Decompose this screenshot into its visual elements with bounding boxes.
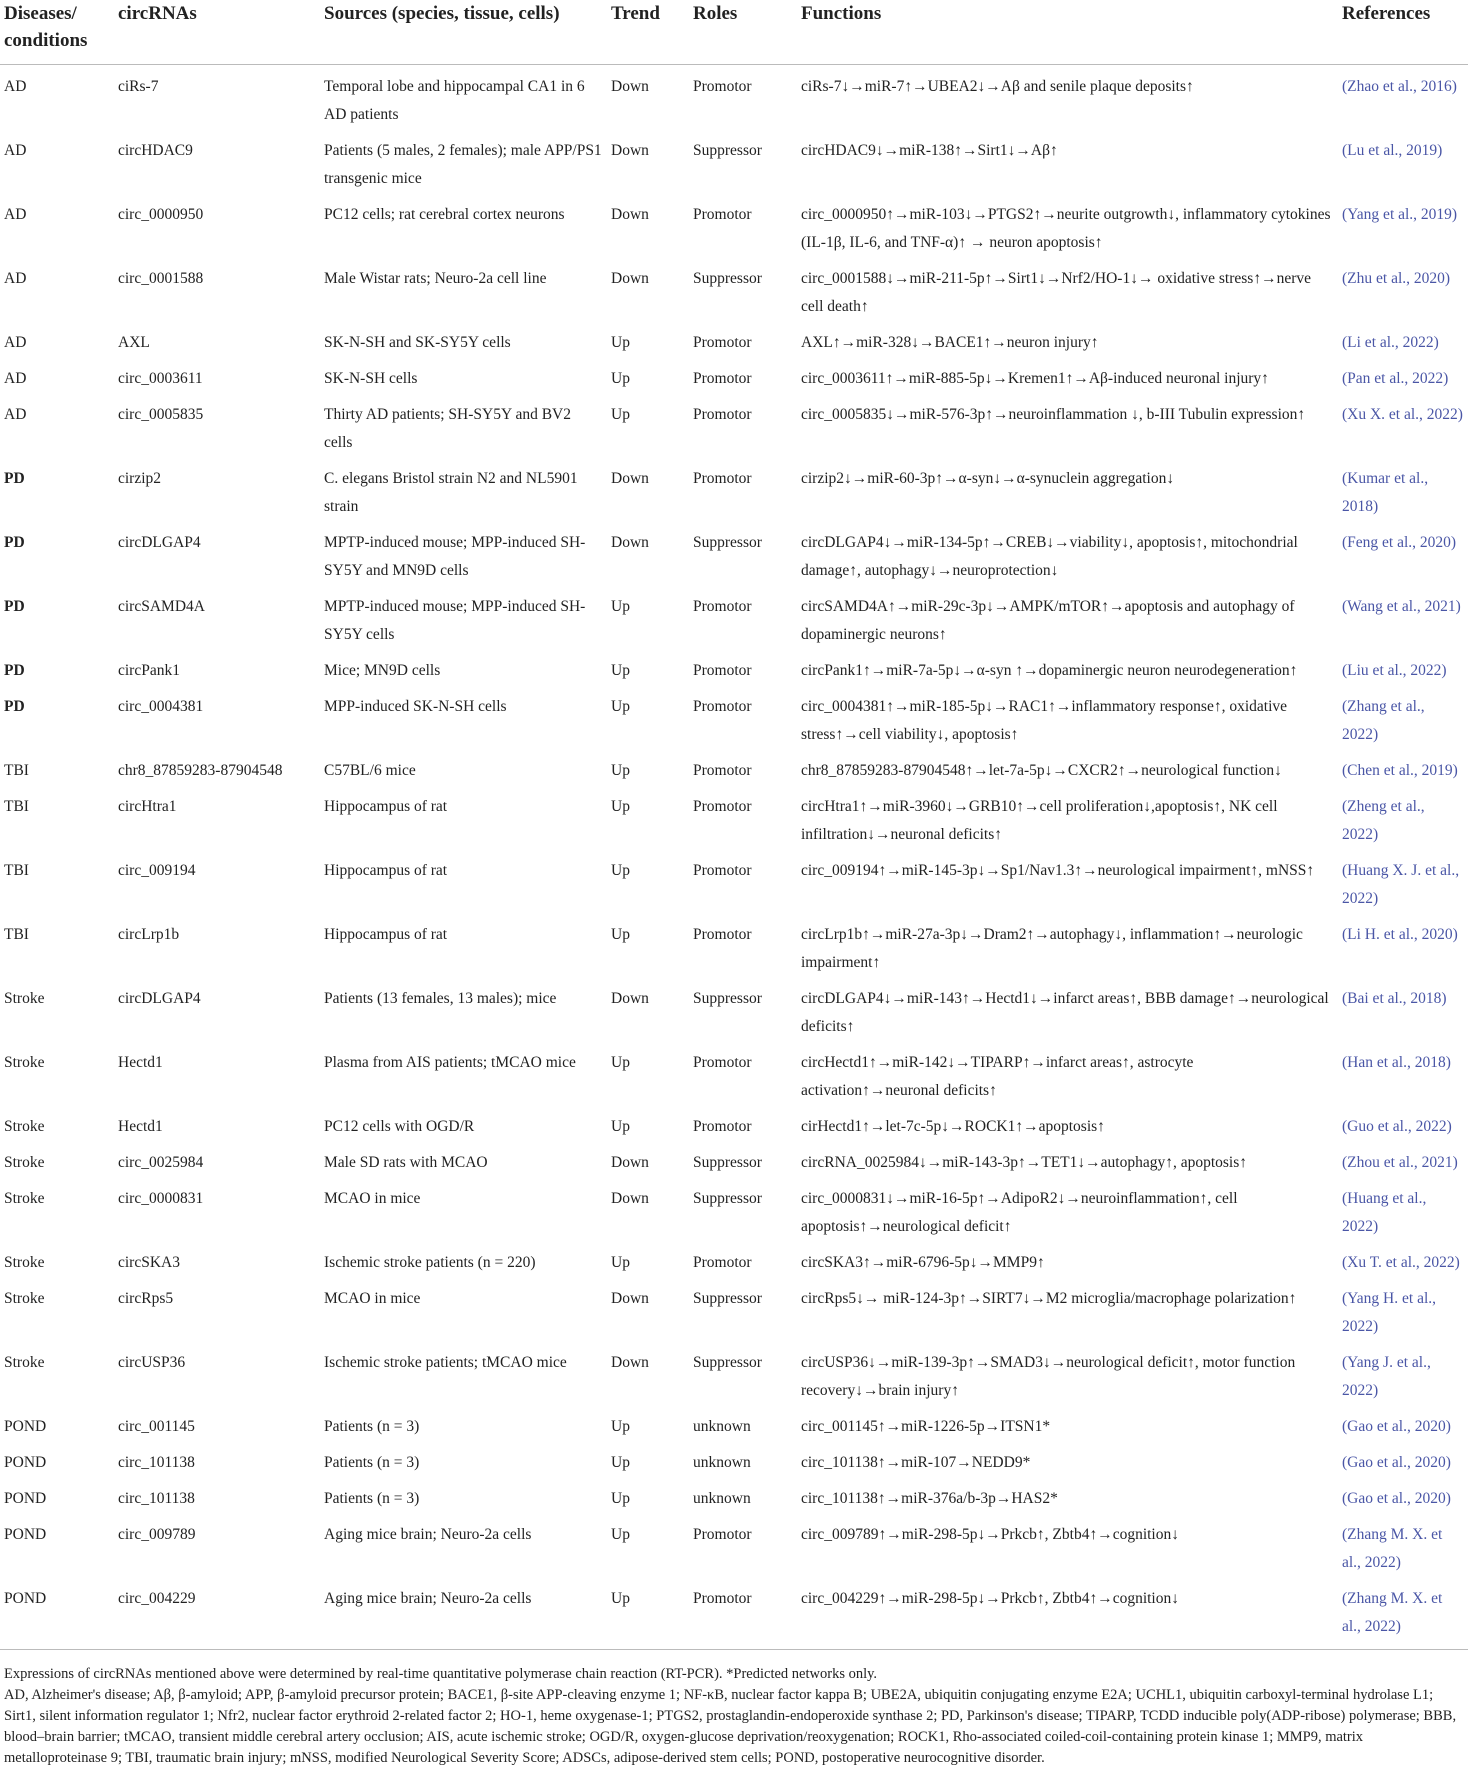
cell-source: Temporal lobe and hippocampal CA1 in 6 AD patients — [324, 78, 585, 123]
table-row — [0, 585, 1468, 649]
table-row — [0, 357, 1468, 393]
cell-circrna: circ_101138 — [118, 1490, 195, 1507]
table-row — [0, 1105, 1468, 1141]
cell-reference[interactable]: (Han et al., 2018) — [1342, 1054, 1451, 1071]
cell-circrna: AXL — [118, 334, 150, 351]
cell-function: circ_0001588↓→miR-211-5p↑→Sirt1↓→Nrf2/HO-1↓→ oxidative stress↑→nerve cell death↑ — [801, 270, 1311, 315]
table-row — [0, 1177, 1468, 1241]
cell-disease: PD — [4, 598, 25, 615]
cell-disease: AD — [4, 334, 27, 351]
cell-source: Aging mice brain; Neuro-2a cells — [324, 1526, 532, 1543]
cell-circrna: circ_0001588 — [118, 270, 204, 287]
cell-circrna: circHtra1 — [118, 798, 177, 815]
cell-trend: Up — [611, 662, 630, 679]
cell-function: cirHectd1↑→let-7c-5p↓→ROCK1↑→apoptosis↑ — [801, 1118, 1105, 1135]
cell-role: Suppressor — [693, 1190, 762, 1207]
header-roles: Roles — [689, 0, 797, 65]
cell-circrna: circLrp1b — [118, 926, 180, 943]
cell-circrna: ciRs-7 — [118, 78, 159, 95]
cell-reference[interactable]: (Gao et al., 2020) — [1342, 1490, 1451, 1507]
table-row — [0, 785, 1468, 849]
cell-function: circPank1↑→miR-7a-5p↓→α-syn ↑→dopaminergic neuron neurodegeneration↑ — [801, 662, 1298, 679]
header-sources: Sources (species, tissue, cells) — [320, 0, 607, 65]
cell-disease: Stroke — [4, 1254, 45, 1271]
cell-trend: Up — [611, 1590, 630, 1607]
cell-function: circ_001145↑→miR-1226-5p→ITSN1* — [801, 1418, 1051, 1435]
cell-reference[interactable]: (Xu X. et al., 2022) — [1342, 406, 1463, 423]
table-row — [0, 1277, 1468, 1341]
cell-function: circLrp1b↑→miR-27a-3p↓→Dram2↑→autophagy↓, inflammation↑→neurologic impairment↑ — [801, 926, 1303, 971]
cell-role: Suppressor — [693, 1154, 762, 1171]
cell-role: Promotor — [693, 206, 752, 223]
cell-trend: Up — [611, 1054, 630, 1071]
cell-reference[interactable]: (Huang et al., 2022) — [1342, 1190, 1427, 1235]
cell-trend: Up — [611, 798, 630, 815]
cell-source: Hippocampus of rat — [324, 798, 448, 815]
table-row — [0, 257, 1468, 321]
table-footnotes — [0, 1650, 1468, 1769]
footnote-method: Expressions of circRNAs mentioned above were determined by real-time quantitative polymerase chain reaction (RT-PCR). *Predicted networks only. — [4, 1666, 878, 1682]
cell-reference[interactable]: (Yang J. et al., 2022) — [1342, 1354, 1431, 1399]
header-trend: Trend — [607, 0, 689, 65]
table-header — [0, 0, 1468, 65]
cell-disease: Stroke — [4, 1118, 45, 1135]
cell-disease: Stroke — [4, 1354, 45, 1371]
cell-trend: Up — [611, 762, 630, 779]
cell-circrna: circ_0000831 — [118, 1190, 204, 1207]
cell-role: Promotor — [693, 698, 752, 715]
cell-disease: POND — [4, 1490, 47, 1507]
cell-role: unknown — [693, 1418, 751, 1435]
cell-circrna: circSAMD4A — [118, 598, 205, 615]
cell-source: Male SD rats with MCAO — [324, 1154, 488, 1171]
cell-trend: Down — [611, 270, 649, 287]
table-row — [0, 1577, 1468, 1649]
cell-circrna: circ_001145 — [118, 1418, 195, 1435]
table-row — [0, 649, 1468, 685]
table-row — [0, 685, 1468, 749]
cell-reference[interactable]: (Liu et al., 2022) — [1342, 662, 1447, 679]
cell-circrna: circDLGAP4 — [118, 990, 201, 1007]
cell-source: Patients (5 males, 2 females); male APP/PS1 transgenic mice — [324, 142, 602, 187]
cell-disease: POND — [4, 1418, 47, 1435]
cell-circrna: circ_009789 — [118, 1526, 196, 1543]
cell-circrna: chr8_87859283-87904548 — [118, 762, 283, 779]
cell-function: circ_0005835↓→miR-576-3p↑→neuroinflammation ↓, b-III Tubulin expression↑ — [801, 406, 1306, 423]
cell-disease: AD — [4, 406, 27, 423]
cell-function: ciRs-7↓→miR-7↑→UBEA2↓→Aβ and senile plaque deposits↑ — [801, 78, 1194, 95]
cell-reference[interactable]: (Chen et al., 2019) — [1342, 762, 1458, 779]
cell-trend: Up — [611, 406, 630, 423]
cell-trend: Up — [611, 926, 630, 943]
cell-disease: PD — [4, 662, 25, 679]
table-row — [0, 1513, 1468, 1577]
cell-function: circ_101138↑→miR-376a/b-3p→HAS2* — [801, 1490, 1058, 1507]
footnote-abbreviations: AD, Alzheimer's disease; Aβ, β-amyloid; APP, β-amyloid precursor protein; BACE1, β-site APP-cleaving enzyme 1; NF-κB, nuclear factor kappa B; UBE2A, ubiquitin conjugating enzyme E2A; UCHL1, ubiquitin carboxyl-terminal hydrolase L1; Sirt1, silent information regulator 1; Nfr2, nuclear factor erythroid 2-related factor 2; HO-1, heme oxygenase-1; PTGS2, prostaglandin-endoperoxide synthase 2; PD, Parkinson's disease; TIPARP, TCDD inducible poly(ADP-ribose) polymerase; BBB, blood–brain barrier; tMCAO, transient middle cerebral artery occlusion; AIS, acute ischemic stroke; OGD/R, oxygen-glucose deprivation/reoxygenation; ROCK1, Rho-associated coiled-coil-containing protein kinase 1; MMP9, matrix metalloproteinase 9; TBI, traumatic brain injury; mNSS, modified Neurological Severity Score; ADSCs, adipose-derived stem cells; POND, postoperative neurocognitive disorder. — [4, 1687, 1457, 1766]
cell-role: Promotor — [693, 798, 752, 815]
cell-function: circSKA3↑→miR-6796-5p↓→MMP9↑ — [801, 1254, 1045, 1271]
cell-reference[interactable]: (Yang H. et al., 2022) — [1342, 1290, 1436, 1335]
cell-circrna: circ_009194 — [118, 862, 196, 879]
header-row — [0, 0, 1468, 65]
cell-disease: PD — [4, 534, 25, 551]
cell-reference[interactable]: (Zhu et al., 2020) — [1342, 270, 1451, 287]
cell-circrna: circDLGAP4 — [118, 534, 201, 551]
cell-role: Suppressor — [693, 270, 762, 287]
cell-disease: TBI — [4, 862, 29, 879]
table-row — [0, 1405, 1468, 1441]
cell-trend: Down — [611, 206, 649, 223]
cell-circrna: cirzip2 — [118, 470, 162, 487]
cell-reference[interactable]: (Zhou et al., 2021) — [1342, 1154, 1458, 1171]
cell-function: circSAMD4A↑→miR-29c-3p↓→AMPK/mTOR↑→apoptosis and autophagy of dopaminergic neurons↑ — [801, 598, 1295, 643]
cell-circrna: circRps5 — [118, 1290, 174, 1307]
cell-role: Suppressor — [693, 990, 762, 1007]
cell-function: circ_004229↑→miR-298-5p↓→Prkcb↑, Zbtb4↑→cognition↓ — [801, 1590, 1179, 1607]
table-row — [0, 1477, 1468, 1513]
header-functions: Functions — [797, 0, 1338, 65]
cell-disease: AD — [4, 370, 27, 387]
table-row — [0, 193, 1468, 257]
cell-source: Thirty AD patients; SH-SY5Y and BV2 cells — [324, 406, 571, 451]
cell-disease: Stroke — [4, 1290, 45, 1307]
cell-trend: Up — [611, 1418, 630, 1435]
cell-source: PC12 cells with OGD/R — [324, 1118, 475, 1135]
cell-trend: Up — [611, 598, 630, 615]
cell-trend: Up — [611, 334, 630, 351]
cell-function: circ_101138↑→miR-107→NEDD9* — [801, 1454, 1031, 1471]
cell-circrna: circ_0004381 — [118, 698, 204, 715]
cell-circrna: circ_0000950 — [118, 206, 204, 223]
cell-disease: AD — [4, 270, 27, 287]
cell-source: Male Wistar rats; Neuro-2a cell line — [324, 270, 547, 287]
cell-disease: POND — [4, 1590, 47, 1607]
table-row — [0, 1141, 1468, 1177]
cell-trend: Up — [611, 698, 630, 715]
cell-reference[interactable]: (Pan et al., 2022) — [1342, 370, 1449, 387]
cell-role: Promotor — [693, 862, 752, 879]
cell-role: Promotor — [693, 762, 752, 779]
cell-circrna: circ_0005835 — [118, 406, 204, 423]
cell-reference[interactable]: (Li H. et al., 2020) — [1342, 926, 1458, 943]
cell-source: PC12 cells; rat cerebral cortex neurons — [324, 206, 565, 223]
cell-reference[interactable]: (Gao et al., 2020) — [1342, 1418, 1451, 1435]
cell-trend: Down — [611, 78, 649, 95]
table-row — [0, 749, 1468, 785]
cell-source: Plasma from AIS patients; tMCAO mice — [324, 1054, 576, 1071]
cell-trend: Up — [611, 1118, 630, 1135]
cell-disease: Stroke — [4, 1154, 45, 1171]
table-row — [0, 457, 1468, 521]
cell-circrna: Hectd1 — [118, 1054, 163, 1071]
cell-circrna: circSKA3 — [118, 1254, 180, 1271]
table-row — [0, 913, 1468, 977]
cell-reference[interactable]: (Zheng et al., 2022) — [1342, 798, 1425, 843]
cell-disease: Stroke — [4, 1054, 45, 1071]
cell-function: circHectd1↑→miR-142↓→TIPARP↑→infarct areas↑, astrocyte activation↑→neuronal deficits↑ — [801, 1054, 1194, 1099]
cell-role: Promotor — [693, 406, 752, 423]
table-row — [0, 65, 1468, 130]
cell-trend: Up — [611, 370, 630, 387]
cell-function: circHDAC9↓→miR-138↑→Sirt1↓→Aβ↑ — [801, 142, 1058, 159]
table-body — [0, 65, 1468, 1650]
cell-function: circUSP36↓→miR-139-3p↑→SMAD3↓→neurological deficit↑, motor function recovery↓→brain injury↑ — [801, 1354, 1296, 1399]
cell-source: MPP-induced SK-N-SH cells — [324, 698, 507, 715]
cell-source: MPTP-induced mouse; MPP-induced SH-SY5Y and MN9D cells — [324, 534, 586, 579]
cell-trend: Down — [611, 470, 649, 487]
header-circrnas: circRNAs — [114, 0, 320, 65]
cell-trend: Down — [611, 1190, 649, 1207]
cell-role: Suppressor — [693, 534, 762, 551]
cell-reference[interactable]: (Zhang et al., 2022) — [1342, 698, 1425, 743]
cell-source: Patients (n = 3) — [324, 1454, 420, 1471]
cell-function: circ_009789↑→miR-298-5p↓→Prkcb↑, Zbtb4↑→cognition↓ — [801, 1526, 1179, 1543]
cell-function: circ_0003611↑→miR-885-5p↓→Kremen1↑→Aβ-induced neuronal injury↑ — [801, 370, 1269, 387]
cell-reference[interactable]: (Wang et al., 2021) — [1342, 598, 1461, 615]
table-row — [0, 521, 1468, 585]
header-references: References — [1338, 0, 1468, 65]
cell-source: Patients (n = 3) — [324, 1490, 420, 1507]
cell-trend: Up — [611, 1254, 630, 1271]
cell-trend: Up — [611, 1526, 630, 1543]
cell-role: Promotor — [693, 926, 752, 943]
cell-trend: Up — [611, 862, 630, 879]
cell-reference[interactable]: (Yang et al., 2019) — [1342, 206, 1458, 223]
cell-trend: Down — [611, 990, 649, 1007]
cell-circrna: circHDAC9 — [118, 142, 193, 159]
cell-disease: TBI — [4, 798, 29, 815]
cell-role: Promotor — [693, 470, 752, 487]
cell-disease: PD — [4, 470, 25, 487]
cell-role: Suppressor — [693, 1290, 762, 1307]
cell-trend: Down — [611, 1354, 649, 1371]
table-row — [0, 1041, 1468, 1105]
cell-disease: PD — [4, 698, 25, 715]
cell-source: Ischemic stroke patients; tMCAO mice — [324, 1354, 567, 1371]
cell-circrna: circ_101138 — [118, 1454, 195, 1471]
cell-trend: Down — [611, 534, 649, 551]
cell-source: SK-N-SH and SK-SY5Y cells — [324, 334, 511, 351]
cell-reference[interactable]: (Lu et al., 2019) — [1342, 142, 1443, 159]
cell-disease: TBI — [4, 926, 29, 943]
cell-function: circ_009194↑→miR-145-3p↓→Sp1/Nav1.3↑→neurological impairment↑, mNSS↑ — [801, 862, 1315, 879]
cell-disease: Stroke — [4, 990, 45, 1007]
cell-reference[interactable]: (Xu T. et al., 2022) — [1342, 1254, 1460, 1271]
cell-circrna: Hectd1 — [118, 1118, 163, 1135]
cell-source: Patients (13 females, 13 males); mice — [324, 990, 557, 1007]
cell-role: unknown — [693, 1454, 751, 1471]
cell-role: Suppressor — [693, 142, 762, 159]
cell-function: circRps5↓→ miR-124-3p↑→SIRT7↓→M2 microglia/macrophage polarization↑ — [801, 1290, 1297, 1307]
cell-function: circRNA_0025984↓→miR-143-3p↑→TET1↓→autophagy↑, apoptosis↑ — [801, 1154, 1248, 1171]
cell-source: Patients (n = 3) — [324, 1418, 420, 1435]
cell-role: Promotor — [693, 1526, 752, 1543]
cell-trend: Down — [611, 1290, 649, 1307]
cell-reference[interactable]: (Bai et al., 2018) — [1342, 990, 1447, 1007]
cell-circrna: circ_0003611 — [118, 370, 203, 387]
cell-role: Promotor — [693, 1054, 752, 1071]
table-row — [0, 321, 1468, 357]
table-row — [0, 1341, 1468, 1405]
cell-role: Promotor — [693, 78, 752, 95]
cell-circrna: circPank1 — [118, 662, 180, 679]
cell-function: cirzip2↓→miR-60-3p↑→α-syn↓→α-synuclein aggregation↓ — [801, 470, 1175, 487]
cell-role: Promotor — [693, 1118, 752, 1135]
cell-role: Promotor — [693, 662, 752, 679]
cell-source: MCAO in mice — [324, 1290, 421, 1307]
cell-function: circDLGAP4↓→miR-134-5p↑→CREB↓→viability↓, apoptosis↑, mitochondrial damage↑, autophagy↓→neuroprotection↓ — [801, 534, 1298, 579]
cell-role: Promotor — [693, 1254, 752, 1271]
table-row — [0, 849, 1468, 913]
cell-source: Aging mice brain; Neuro-2a cells — [324, 1590, 532, 1607]
cell-source: SK-N-SH cells — [324, 370, 418, 387]
cell-function: circ_0000831↓→miR-16-5p↑→AdipoR2↓→neuroinflammation↑, cell apoptosis↑→neurological deficit↑ — [801, 1190, 1238, 1235]
cell-role: Suppressor — [693, 1354, 762, 1371]
cell-role: unknown — [693, 1490, 751, 1507]
cell-role: Promotor — [693, 370, 752, 387]
cell-reference[interactable]: (Zhang M. X. et al., 2022) — [1342, 1590, 1443, 1635]
cell-role: Promotor — [693, 1590, 752, 1607]
cell-function: chr8_87859283-87904548↑→let-7a-5p↓→CXCR2↑→neurological function↓ — [801, 762, 1282, 779]
cell-reference[interactable]: (Zhao et al., 2016) — [1342, 78, 1457, 95]
cell-function: AXL↑→miR-328↓→BACE1↑→neuron injury↑ — [801, 334, 1099, 351]
cell-function: circHtra1↑→miR-3960↓→GRB10↑→cell proliferation↓,apoptosis↑, NK cell infiltration↓→neuronal deficits↑ — [801, 798, 1278, 843]
cell-reference[interactable]: (Guo et al., 2022) — [1342, 1118, 1452, 1135]
cell-disease: AD — [4, 206, 27, 223]
header-diseases: Diseases/ conditions — [0, 0, 114, 65]
cell-trend: Up — [611, 1490, 630, 1507]
table-row — [0, 393, 1468, 457]
cell-role: Promotor — [693, 598, 752, 615]
cell-source: Hippocampus of rat — [324, 862, 448, 879]
cell-trend: Down — [611, 1154, 649, 1171]
cell-circrna: circUSP36 — [118, 1354, 186, 1371]
cell-source: MPTP-induced mouse; MPP-induced SH-SY5Y cells — [324, 598, 586, 643]
cell-trend: Down — [611, 142, 649, 159]
cell-disease: POND — [4, 1454, 47, 1471]
cell-circrna: circ_0025984 — [118, 1154, 204, 1171]
cell-source: MCAO in mice — [324, 1190, 421, 1207]
cell-reference[interactable]: (Gao et al., 2020) — [1342, 1454, 1451, 1471]
cell-reference[interactable]: (Kumar et al., 2018) — [1342, 470, 1429, 515]
cell-function: circ_0004381↑→miR-185-5p↓→RAC1↑→inflammatory response↑, oxidative stress↑→cell viability↓, apoptosis↑ — [801, 698, 1288, 743]
cell-role: Promotor — [693, 334, 752, 351]
table-row — [0, 977, 1468, 1041]
table-row — [0, 129, 1468, 193]
cell-reference[interactable]: (Feng et al., 2020) — [1342, 534, 1457, 551]
cell-source: Mice; MN9D cells — [324, 662, 441, 679]
cell-trend: Up — [611, 1454, 630, 1471]
cell-circrna: circ_004229 — [118, 1590, 196, 1607]
cell-reference[interactable]: (Li et al., 2022) — [1342, 334, 1439, 351]
cell-reference[interactable]: (Zhang M. X. et al., 2022) — [1342, 1526, 1443, 1571]
cell-disease: TBI — [4, 762, 29, 779]
cell-disease: POND — [4, 1526, 47, 1543]
cell-disease: Stroke — [4, 1190, 45, 1207]
cell-source: C57BL/6 mice — [324, 762, 416, 779]
table-row — [0, 1441, 1468, 1477]
cell-source: C. elegans Bristol strain N2 and NL5901 strain — [324, 470, 578, 515]
cell-disease: AD — [4, 142, 27, 159]
cell-source: Hippocampus of rat — [324, 926, 448, 943]
cell-function: circDLGAP4↓→miR-143↑→Hectd1↓→infarct areas↑, BBB damage↑→neurological deficits↑ — [801, 990, 1329, 1035]
cell-reference[interactable]: (Huang X. J. et al., 2022) — [1342, 862, 1460, 907]
cell-source: Ischemic stroke patients (n = 220) — [324, 1254, 536, 1271]
table-row — [0, 1241, 1468, 1277]
cell-function: circ_0000950↑→miR-103↓→PTGS2↑→neurite outgrowth↓, inflammatory cytokines (IL-1β, IL-6, and TNF-α)↑ → neuron apoptosis↑ — [801, 206, 1331, 251]
cell-disease: AD — [4, 78, 27, 95]
